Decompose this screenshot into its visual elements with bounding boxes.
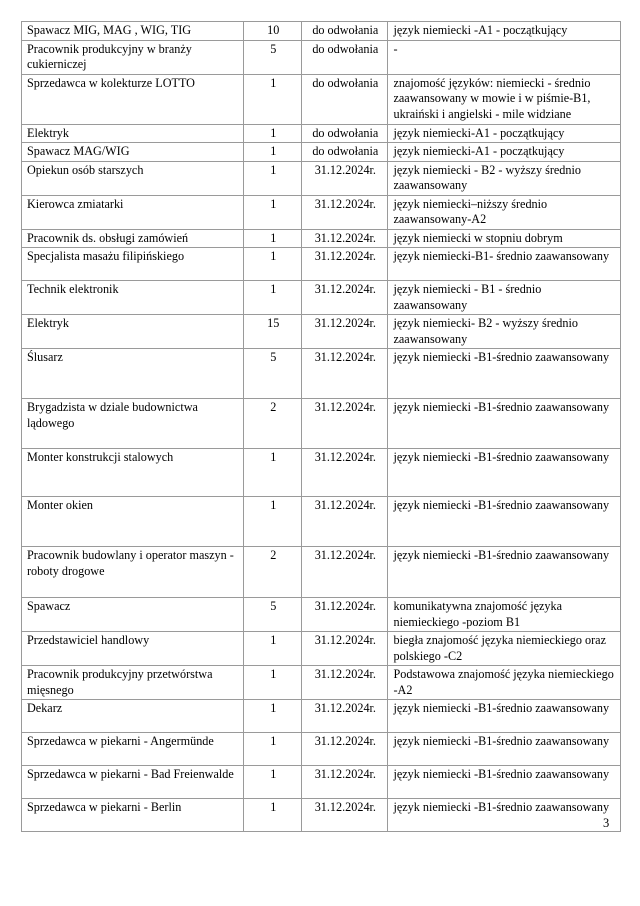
count-cell: 1 (244, 143, 302, 162)
deadline-cell: 31.12.2024r. (302, 229, 388, 248)
position-cell: Kierowca zmiatarki (22, 195, 244, 229)
deadline-cell: do odwołania (302, 74, 388, 124)
count-cell: 5 (244, 40, 302, 74)
table-row (22, 799, 621, 832)
table-row (22, 281, 621, 315)
language-cell: język niemiecki -B1-średnio zaawansowany (388, 399, 621, 449)
deadline-cell: 31.12.2024r. (302, 766, 388, 799)
deadline-cell: do odwołania (302, 40, 388, 74)
language-cell: język niemiecki -B1-średnio zaawansowany (388, 449, 621, 497)
job-offers-table-body (22, 22, 621, 832)
deadline-cell: 31.12.2024r. (302, 349, 388, 399)
position-cell: Pracownik produkcyjny przetwórstwa mięsnego (22, 666, 244, 700)
language-cell: język niemiecki - B2 - wyższy średnio zaawansowany (388, 161, 621, 195)
count-cell: 2 (244, 399, 302, 449)
deadline-cell: 31.12.2024r. (302, 497, 388, 547)
deadline-cell: 31.12.2024r. (302, 733, 388, 766)
position-cell: Pracownik produkcyjny w branży cukierniczej (22, 40, 244, 74)
count-cell: 1 (244, 766, 302, 799)
language-cell: znajomość języków: niemiecki - średnio zaawansowany w mowie i w piśmie-B1, ukraiński i angielski - mile widziane (388, 74, 621, 124)
deadline-cell: 31.12.2024r. (302, 632, 388, 666)
count-cell: 15 (244, 315, 302, 349)
deadline-cell: 31.12.2024r. (302, 598, 388, 632)
table-row (22, 666, 621, 700)
language-cell: Podstawowa znajomość języka niemieckiego -A2 (388, 666, 621, 700)
table-row (22, 449, 621, 497)
count-cell: 1 (244, 497, 302, 547)
table-row (22, 229, 621, 248)
deadline-cell: 31.12.2024r. (302, 248, 388, 281)
position-cell: Opiekun osób starszych (22, 161, 244, 195)
count-cell: 1 (244, 124, 302, 143)
position-cell: Spawacz MAG/WIG (22, 143, 244, 162)
language-cell: język niemiecki -B1-średnio zaawansowany (388, 733, 621, 766)
deadline-cell: 31.12.2024r. (302, 195, 388, 229)
language-cell: język niemiecki -B1-średnio zaawansowany (388, 799, 621, 832)
count-cell: 1 (244, 449, 302, 497)
deadline-cell: 31.12.2024r. (302, 161, 388, 195)
table-row (22, 700, 621, 733)
count-cell: 5 (244, 349, 302, 399)
position-cell: Elektryk (22, 124, 244, 143)
deadline-cell: 31.12.2024r. (302, 399, 388, 449)
count-cell: 1 (244, 632, 302, 666)
table-row (22, 161, 621, 195)
count-cell: 2 (244, 547, 302, 598)
count-cell: 10 (244, 22, 302, 41)
language-cell: język niemiecki -B1-średnio zaawansowany (388, 700, 621, 733)
position-cell: Brygadzista w dziale budownictwa lądowego (22, 399, 244, 449)
count-cell: 1 (244, 666, 302, 700)
language-cell: język niemiecki -B1-średnio zaawansowany (388, 349, 621, 399)
deadline-cell: 31.12.2024r. (302, 281, 388, 315)
count-cell: 1 (244, 799, 302, 832)
language-cell: biegła znajomość języka niemieckiego oraz polskiego -C2 (388, 632, 621, 666)
table-row (22, 547, 621, 598)
count-cell: 1 (244, 195, 302, 229)
count-cell: 1 (244, 700, 302, 733)
position-cell: Specjalista masażu filipińskiego (22, 248, 244, 281)
deadline-cell: 31.12.2024r. (302, 700, 388, 733)
table-row (22, 124, 621, 143)
language-cell: komunikatywna znajomość języka niemieckiego -poziom B1 (388, 598, 621, 632)
language-cell: język niemiecki -B1-średnio zaawansowany (388, 497, 621, 547)
language-cell: język niemiecki- B2 - wyższy średnio zaawansowany (388, 315, 621, 349)
count-cell: 1 (244, 74, 302, 124)
table-row (22, 766, 621, 799)
count-cell: 1 (244, 733, 302, 766)
deadline-cell: 31.12.2024r. (302, 449, 388, 497)
position-cell: Spawacz MIG, MAG , WIG, TIG (22, 22, 244, 41)
table-row (22, 399, 621, 449)
deadline-cell: 31.12.2024r. (302, 547, 388, 598)
position-cell: Ślusarz (22, 349, 244, 399)
table-row (22, 349, 621, 399)
deadline-cell: do odwołania (302, 143, 388, 162)
position-cell: Sprzedawca w kolekturze LOTTO (22, 74, 244, 124)
table-row (22, 74, 621, 124)
position-cell: Spawacz (22, 598, 244, 632)
language-cell: język niemiecki-A1 - początkujący (388, 124, 621, 143)
position-cell: Technik elektronik (22, 281, 244, 315)
language-cell: język niemiecki-A1 - początkujący (388, 143, 621, 162)
deadline-cell: 31.12.2024r. (302, 315, 388, 349)
language-cell: język niemiecki -A1 - początkujący (388, 22, 621, 41)
language-cell: język niemiecki–niższy średnio zaawansowany-A2 (388, 195, 621, 229)
language-cell: - (388, 40, 621, 74)
language-cell: język niemiecki -B1-średnio zaawansowany (388, 547, 621, 598)
count-cell: 1 (244, 229, 302, 248)
table-row (22, 315, 621, 349)
table-row (22, 632, 621, 666)
position-cell: Monter okien (22, 497, 244, 547)
position-cell: Sprzedawca w piekarni - Berlin (22, 799, 244, 832)
table-row (22, 22, 621, 41)
deadline-cell: 31.12.2024r. (302, 799, 388, 832)
count-cell: 1 (244, 161, 302, 195)
table-row (22, 733, 621, 766)
table-row (22, 598, 621, 632)
language-cell: język niemiecki-B1- średnio zaawansowany (388, 248, 621, 281)
count-cell: 1 (244, 281, 302, 315)
position-cell: Sprzedawca w piekarni - Angermünde (22, 733, 244, 766)
job-offers-table (21, 21, 621, 832)
table-row (22, 497, 621, 547)
language-cell: język niemiecki w stopniu dobrym (388, 229, 621, 248)
position-cell: Pracownik ds. obsługi zamówień (22, 229, 244, 248)
position-cell: Elektryk (22, 315, 244, 349)
table-row (22, 195, 621, 229)
deadline-cell: do odwołania (302, 124, 388, 143)
deadline-cell: do odwołania (302, 22, 388, 41)
table-row (22, 40, 621, 74)
count-cell: 5 (244, 598, 302, 632)
position-cell: Przedstawiciel handlowy (22, 632, 244, 666)
page-number: 3 (603, 816, 610, 830)
position-cell: Sprzedawca w piekarni - Bad Freienwalde (22, 766, 244, 799)
table-row (22, 248, 621, 281)
position-cell: Dekarz (22, 700, 244, 733)
position-cell: Pracownik budowlany i operator maszyn - roboty drogowe (22, 547, 244, 598)
language-cell: język niemiecki -B1-średnio zaawansowany (388, 766, 621, 799)
position-cell: Monter konstrukcji stalowych (22, 449, 244, 497)
table-row (22, 143, 621, 162)
deadline-cell: 31.12.2024r. (302, 666, 388, 700)
language-cell: język niemiecki - B1 - średnio zaawansowany (388, 281, 621, 315)
count-cell: 1 (244, 248, 302, 281)
